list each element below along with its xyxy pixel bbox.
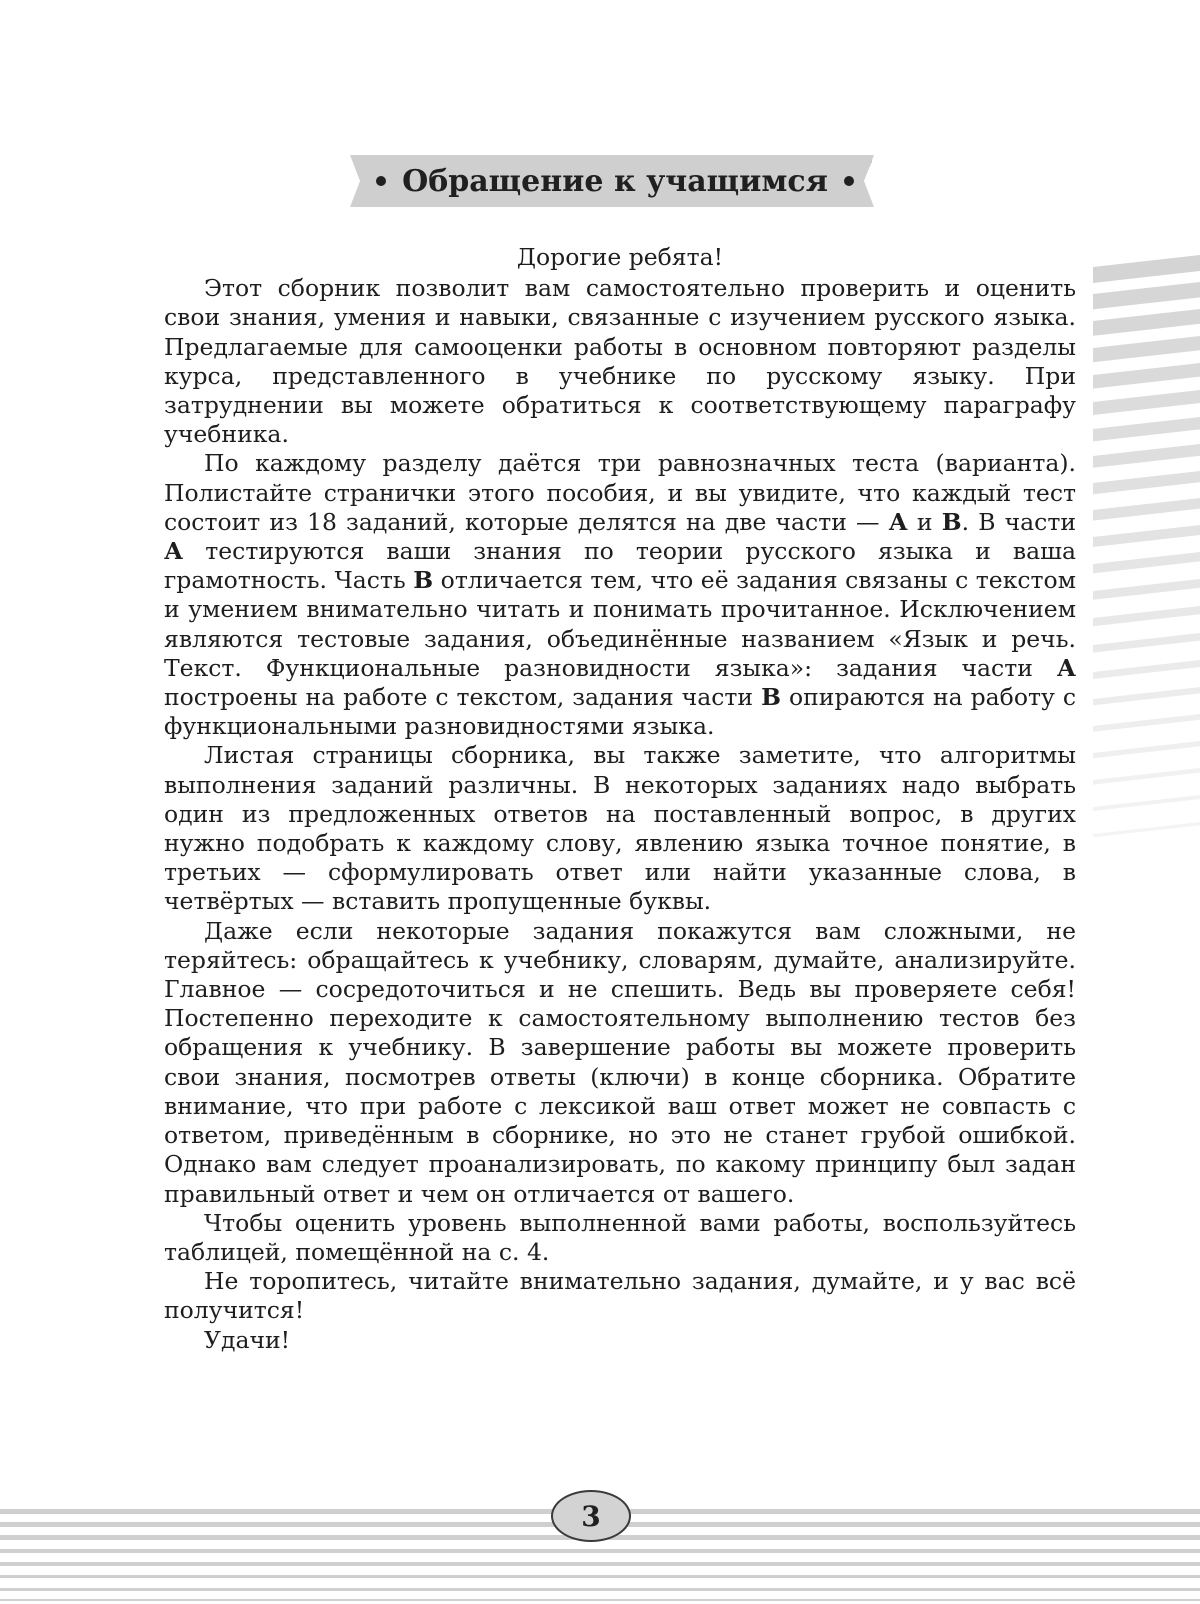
stripe	[1093, 579, 1200, 600]
stripe	[1093, 525, 1200, 547]
stripe	[1093, 741, 1200, 758]
stripe	[1093, 363, 1200, 389]
stripe	[0, 1575, 1200, 1578]
stripe	[1093, 471, 1200, 494]
decorative-stripes-right	[1093, 255, 1200, 855]
stripe	[1093, 795, 1200, 811]
body-text	[164, 243, 1076, 1355]
stripe	[1093, 633, 1200, 653]
text-run: . В части	[961, 507, 1076, 536]
paragraph-closing: Удачи!	[204, 1325, 291, 1354]
stripe	[0, 1562, 1200, 1566]
stripe	[1093, 444, 1200, 468]
text-run: тестируются ваши знания по теории русского языка и ваша грамотность. Часть	[164, 537, 1076, 595]
text-run: построены на работе с текстом, задания части	[164, 683, 754, 712]
bullet-dot-right	[844, 176, 854, 186]
stripe	[0, 1599, 1200, 1601]
greeting: Дорогие ребята!	[516, 243, 724, 271]
stripe	[1093, 822, 1200, 837]
paragraph-evaluation: Чтобы оценить уровень выполненной вами работы, воспользуйтесь таблицей, помещённой на с. 4.	[164, 1208, 1076, 1266]
part-a-label: А	[164, 537, 184, 566]
paragraph-algorithms: Листая страницы сборника, вы также заметите, что алгоритмы выполнения заданий различны. В некоторых заданиях надо выбрать один из предложенных ответов на поставленный вопрос, в других нужно подобрать к каждому слову, явлению языка точное понятие, в третьих — сформулировать ответ или найти указанные слова, в четвёртых — вставить пропущенные буквы.	[164, 741, 1076, 916]
paragraph-structure	[164, 449, 1076, 741]
stripe	[1093, 768, 1200, 785]
stripe	[1093, 255, 1200, 283]
stripe	[1093, 714, 1200, 732]
paragraph-advice: Даже если некоторые задания покажутся вам сложными, не теряйтесь: обращайтесь к учебнику, словарям, думайте, анализируйте. Главное — сосредоточиться и не спешить. Ведь вы проверяете себя! Постепенно переходите к самостоятельному выполнению тестов без обращения к учебнику. В завершение работы вы можете проверить свои знания, посмотрев ответы (ключи) в конце сборника. Обратите внимание, что при работе с лексикой ваш ответ может не совпасть с ответом, приведённым в сборнике, но это не станет грубой ошибкой. Однако вам следует проанализировать, по какому принципу был задан правильный ответ и чем он отличается от вашего.	[164, 916, 1076, 1208]
paragraph-intro: Этот сборник позволит вам самостоятельно проверить и оценить свои знания, умения и навыки, связанные с изучением русского языка. Предлагаемые для самооценки работы в основном повторяют разделы курса, представленного в учебнике по русскому языку. При затруднении вы можете обратиться к соответствующему параграфу учебника.	[164, 274, 1076, 449]
stripe	[1093, 552, 1200, 573]
stripe	[1093, 417, 1200, 441]
part-a-label: А	[1056, 653, 1076, 682]
text-run: и	[916, 507, 933, 536]
part-b-label: В	[761, 683, 781, 712]
stripe	[1093, 390, 1200, 415]
stripe	[1093, 687, 1200, 705]
stripe	[1093, 606, 1200, 626]
part-a-label: А	[888, 507, 908, 536]
bullet-dot-left	[376, 176, 386, 186]
part-b-label: В	[413, 566, 434, 595]
part-b-label: В	[941, 507, 962, 536]
section-banner	[350, 155, 880, 213]
stripe	[0, 1588, 1200, 1591]
page-number: 3	[551, 1490, 631, 1542]
stripe	[1093, 660, 1200, 679]
banner-title-row	[350, 155, 880, 207]
stripe	[1093, 309, 1200, 336]
stripe	[1093, 498, 1200, 521]
text-run: отличается тем, что её задания связаны с текстом и умением внимательно читать и понимать прочитанное. Исключением являются тестовые задания, объединённые названием «Язык и речь. Текст. Функциональные разновидности языка»: задания части	[164, 566, 1076, 682]
paragraph-encouragement: Не торопитесь, читайте внимательно задания, думайте, и у вас всё получится!	[164, 1267, 1076, 1325]
text-run: По каждому разделу даётся три равнозначных теста (варианта). Полистайте странички этого пособия, и вы увидите, что каждый тест состоит из 18 заданий, которые делятся на две части —	[164, 449, 1076, 536]
stripe	[1093, 282, 1200, 309]
section-title: Обращение к учащимся	[402, 163, 828, 199]
text-run: опираются на работу с функциональными разновидностями языка.	[164, 683, 1076, 741]
stripe	[1093, 336, 1200, 362]
stripe	[0, 1549, 1200, 1553]
